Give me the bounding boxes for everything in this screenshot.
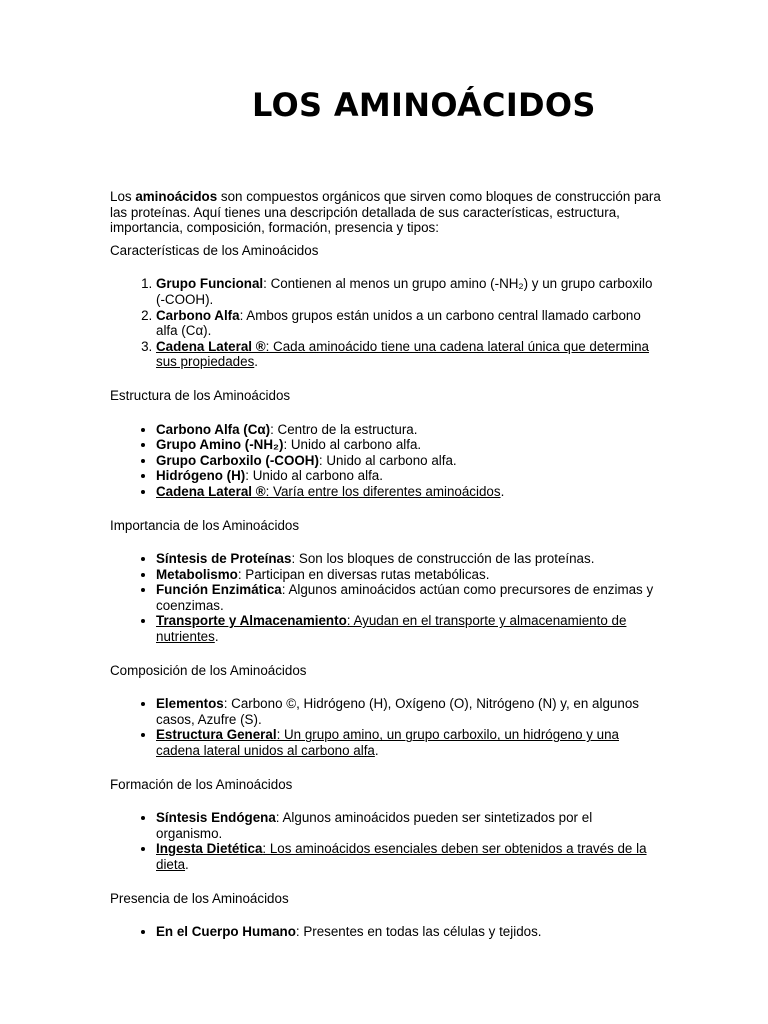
item-term: Transporte y Almacenamiento xyxy=(156,613,347,629)
bullet-list xyxy=(110,551,662,645)
item-text xyxy=(156,567,489,582)
item-text xyxy=(156,551,594,566)
item-tail: . xyxy=(374,743,379,759)
section-heading: Presencia de los Aminoácidos xyxy=(110,890,289,906)
underlined-link-text[interactable] xyxy=(156,339,649,370)
item-term: Síntesis de Proteínas xyxy=(156,551,292,567)
list-item xyxy=(156,276,662,307)
item-text xyxy=(156,468,383,483)
list-item xyxy=(156,582,662,613)
item-term: Carbono Alfa xyxy=(156,307,240,323)
item-term: Elementos xyxy=(156,696,224,712)
item-text xyxy=(156,696,639,727)
item-description: : Los aminoácidos esenciales deben ser obtenidos a través de la dieta xyxy=(156,841,647,872)
list-item xyxy=(156,810,662,841)
list-item xyxy=(156,422,662,438)
item-term: Ingesta Dietética xyxy=(156,841,263,857)
section-heading: Estructura de los Aminoácidos xyxy=(110,387,291,403)
item-description: : Contienen al menos un grupo amino (-NH₂) y un grupo carboxilo (-COOH). xyxy=(156,276,653,307)
list-item xyxy=(156,841,662,872)
item-tail: . xyxy=(500,483,505,499)
sections-container xyxy=(110,243,662,940)
document-body xyxy=(110,189,662,958)
item-text xyxy=(156,810,592,841)
item-term: Grupo Carboxilo (-COOH) xyxy=(156,452,319,468)
list-item xyxy=(156,924,662,940)
item-term: Carbono Alfa (Cα) xyxy=(156,421,271,437)
item-text xyxy=(156,422,417,437)
document-title: LOS AMINOÁCIDOS xyxy=(252,86,596,124)
list-item xyxy=(156,453,662,469)
item-description: : Ambos grupos están unidos a un carbono central llamado carbono alfa (Cα). xyxy=(156,307,641,339)
section-heading: Características de los Aminoácidos xyxy=(110,242,319,258)
item-description: : Centro de la estructura. xyxy=(270,421,418,437)
list-item xyxy=(156,308,662,339)
item-term: Hidrógeno (H) xyxy=(156,468,246,484)
item-term: Síntesis Endógena xyxy=(156,810,276,826)
list-item xyxy=(156,567,662,583)
item-text xyxy=(156,437,421,452)
section-heading: Composición de los Aminoácidos xyxy=(110,662,307,678)
item-text xyxy=(156,453,457,468)
bullet-list xyxy=(110,924,662,940)
intro-before: Los xyxy=(110,189,136,204)
item-description: : Ayudan en el transporte y almacenamiento de nutrientes xyxy=(156,613,627,645)
list-item xyxy=(156,613,662,644)
item-description: : Presentes en todas las células y tejidos. xyxy=(295,924,542,940)
bullet-list xyxy=(110,422,662,500)
item-description: : Carbono ©, Hidrógeno (H), Oxígeno (O), Nitrógeno (N) y, en algunos casos, Azufre (S). xyxy=(156,696,639,727)
item-description: : Son los bloques de construcción de las proteínas. xyxy=(291,551,595,567)
underlined-link-text[interactable] xyxy=(156,841,647,872)
item-text xyxy=(156,582,653,613)
item-term: Cadena Lateral ® xyxy=(156,338,266,354)
underlined-link-text[interactable] xyxy=(156,484,501,499)
list-item xyxy=(156,696,662,727)
list-item xyxy=(156,551,662,567)
list-item xyxy=(156,468,662,484)
item-description: : Varía entre los diferentes aminoácidos xyxy=(265,483,501,499)
item-description: : Unido al carbono alfa. xyxy=(245,468,383,484)
item-tail: . xyxy=(214,629,219,645)
intro-after: son compuestos orgánicos que sirven como bloques de construcción para las proteínas. Aquí tienes una descripción detallada de sus características, estructura, importancia, composición, formación, presencia y tipos: xyxy=(110,189,661,236)
section-heading: Importancia de los Aminoácidos xyxy=(110,517,300,533)
numbered-list xyxy=(110,276,662,370)
item-description: : Un grupo amino, un grupo carboxilo, un hidrógeno y una cadena lateral unidos al carbono alfa xyxy=(156,727,619,759)
item-description: : Cada aminoácido tiene una cadena lateral única que determina sus propiedades xyxy=(156,338,649,370)
item-text xyxy=(156,276,652,307)
item-term: En el Cuerpo Humano xyxy=(156,924,296,940)
item-term: Función Enzimática xyxy=(156,582,282,598)
intro-bold-term: aminoácidos xyxy=(135,189,218,204)
item-term: Estructura General xyxy=(156,727,277,743)
item-tail: . xyxy=(254,354,258,370)
item-tail: . xyxy=(185,857,189,872)
item-description: : Participan en diversas rutas metabólicas. xyxy=(237,566,490,582)
item-term: Grupo Amino (-NH₂) xyxy=(156,437,284,453)
item-description: : Unido al carbono alfa. xyxy=(283,437,422,453)
item-term: Cadena Lateral ® xyxy=(156,483,266,499)
item-term: Metabolismo xyxy=(156,566,238,582)
list-item xyxy=(156,339,662,370)
list-item xyxy=(156,484,662,500)
item-term: Grupo Funcional xyxy=(156,276,264,292)
list-item xyxy=(156,727,662,758)
bullet-list xyxy=(110,810,662,872)
intro-paragraph xyxy=(110,189,662,236)
item-text xyxy=(156,308,641,339)
item-description: : Algunos aminoácidos actúan como precursores de enzimas y coenzimas. xyxy=(156,582,654,613)
bullet-list xyxy=(110,696,662,758)
underlined-link-text[interactable] xyxy=(156,613,626,644)
item-text xyxy=(156,924,542,939)
item-description: : Unido al carbono alfa. xyxy=(318,452,457,468)
item-description: : Algunos aminoácidos pueden ser sintetizados por el organismo. xyxy=(156,810,593,841)
list-item xyxy=(156,437,662,453)
underlined-link-text[interactable] xyxy=(156,727,619,758)
section-heading: Formación de los Aminoácidos xyxy=(110,776,293,792)
